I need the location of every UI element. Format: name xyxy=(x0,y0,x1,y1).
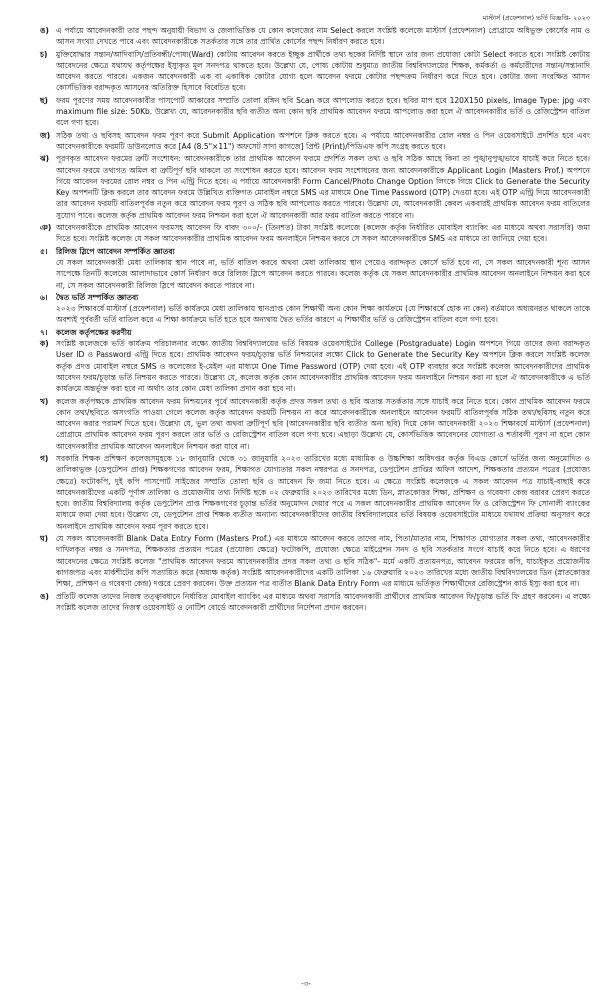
items-section-7 xyxy=(40,338,590,613)
item-marker: ক) xyxy=(40,339,49,349)
section-4-item xyxy=(40,130,590,153)
section-4-item xyxy=(40,25,590,48)
section-6-heading xyxy=(40,292,590,303)
section-7-item xyxy=(40,396,590,452)
section-5-heading xyxy=(40,246,590,257)
section-7-title: কলেজ কর্তৃপক্ষের করণীয় xyxy=(56,327,132,337)
section-7-item xyxy=(40,591,590,614)
section-4-item xyxy=(40,95,590,129)
section-6-body xyxy=(40,303,590,326)
item-text: সঠিক তথ্য ও ছবিসহ আবেদন ফরম পূরণ করে Submit Application অপশনে ক্লিক করতে হবে। এ পর্যায়ে আবেদনকারীর রোল নম্বর ও পিন ওয়েবসাইটে প্রদর্শিত হবে এবং আবেদনকারীকে ফরমটি ডাউনলোড করে [A4 (8.5"×11") অফসেট সাদা কাগজে] প্রিন্ট (Print)/পিডিএফ কপি সংগ্রহ করতে হবে। xyxy=(56,130,590,151)
section-5-text: যে সকল আবেদনকারী মেধা তালিকায় স্থান পাবে না, ভর্তি বাতিল করবে অথবা মেধা তালিকায় স্থান পেয়েও বরাদ্দকৃত কোর্সে ভর্তি হবে না, সে সকল আবেদনকারী শূন্য আসন সাপেক্ষে তিনটি কলেজে আলাদাভাবে কোর্স নির্ধারণ করে রিলিজ স্লিপে আবেদন করতে পারবে। কলেজ কর্তৃক যে সকল আবেদনকারীর প্রাথমিক আবেদন অনলাইনে নিশ্চয়ন করা হবে না, সে সকল আবেদনকারী রিলিজ স্লিপে আবেদন করতে পারবে না। xyxy=(56,257,590,290)
section-6-text: ২০২৩ শিক্ষাবর্ষে মাস্টার্স (প্রফেশনাল) ভর্তি কার্যক্রমে মেধা তালিকায় স্থানপ্রাপ্ত কোন শিক্ষার্থী অন্য কোন শিক্ষা কার্যক্রমে (যে শিক্ষাবর্ষে হোক না কেন) বর্তমানে অধ্যয়নরত থাকলে তাকে অবশ্যই পূর্ববর্তী ভর্তি বাতিল করে এ শিক্ষা কার্যক্রমে ভর্তি হতে হবে অন্যথায় দ্বৈত ভর্তির কারণে এ শিক্ষার্থীর ভর্তি ও রেজিস্ট্রেশন বাতিল বলে গণ্য হবে। xyxy=(56,304,590,325)
section-5-marker: ৫। xyxy=(40,246,48,256)
item-marker: ছ) xyxy=(40,95,48,105)
items-section-4 xyxy=(40,25,590,245)
item-marker: চ) xyxy=(40,49,48,59)
item-marker: ঙ) xyxy=(40,26,49,35)
item-text: এ পর্যায়ে আবেদনকারী তার পছন্দ অনুযায়ী বিভাগ ও জেলাভিত্তিক যে কোন কলেজের নাম Select করলে সংশ্লিষ্ট কলেজে মাস্টার্স (প্রফেশনাল) প্রোগ্রামে অধিভুক্ত কোর্সের নাম ও আসন সংখ্যা দেখতে পাবে এবং আবেদনকারীকে সতর্কতার সঙ্গে তার প্রার্থিত কোর্সের পছন্দ নির্ধারণ করতে হবে। xyxy=(56,26,590,47)
section-4-item xyxy=(40,49,590,94)
page-number: -৩- xyxy=(301,980,311,988)
item-marker: গ) xyxy=(40,453,49,463)
section-5-body xyxy=(40,257,590,291)
section-7-heading xyxy=(40,327,590,338)
item-marker: ঙ) xyxy=(40,591,49,601)
item-marker: ঝ) xyxy=(40,154,50,164)
section-7-item xyxy=(40,338,590,394)
item-marker: জ) xyxy=(40,130,51,140)
section-7-item xyxy=(40,533,590,589)
item-text: মুক্তিযোদ্ধার সন্তান/আদিবাসি/প্রতিবন্ধী/পোষ্য(Ward) কোটায় আবেদন করতে ইচ্ছুক প্রার্থীকে তথ্য ছকের নির্দিষ্ট স্থানে তার জন্য প্রযোজ্য কোটা Select করতে হবে। সংশ্লিষ্ট কোটায় আবেদনের ক্ষেত্রে যথাযথ কর্তৃপক্ষের ইস্যুকৃত মূল সনদপত্র থাকতে হবে। উল্লেখ্য যে, পোষ্য কোটায় শুধুমাত্র জাতীয় বিশ্ববিদ্যালয়ের শিক্ষক, কর্মকর্তা ও কর্মচারীদের সন্তান/সন্তানাদি আবেদন করতে পারবে। একজন আবেদনকারী এক বা একাধিক কোটার যোগ্য হলে আবেদন ফরমে কোটার পছন্দক্রম নির্ধারণ করে দিতে হবে। কোটার জন্য সংরক্ষিত আসন কোর্সভিত্তিক বরাদ্দকৃত আসনের অতিরিক্ত হিসাবে বিবেচিত হবে। xyxy=(56,49,590,93)
item-marker: ঘ) xyxy=(40,534,49,544)
section-5-title: রিলিজ স্লিপে আবেদন সম্পর্কিত জ্ঞাতব্য xyxy=(56,246,175,256)
item-text: পূরণকৃত আবেদন ফরমের ত্রুটি সংশোধন: আবেদনকারীকে তার প্রাথমিক আবেদন ফরমে প্রদর্শিত সকল তথ্য ও ছবি সঠিক আছে কিনা তা পুঙ্খানুপুঙ্খভাবে যাচাই করে নিতে হবে। আবেদন ফরমে তথ্যগত অমিল বা ত্রুটিপূর্ণ ছবি থাকলে তা সংশোধন করতে হবে। আবেদন ফরম সংশোধনের জন্য আবেদনকারীকে Applicant Login (Masters Prof.) অপশনে গিয়ে আবেদন ফরমের রোল নম্বর ও পিন এন্ট্রি দিতে হবে। এ পর্যায়ে আবেদনকারী Form Cancel/Photo Change Option লিংকে গিয়ে Click to Generate the Security Key অপশনটি ক্লিক করলে তার আবেদন ফরমে উল্লিখিত ব্যক্তিগত মোবাইল নম্বরে SMS এর মাধ্যমে One Time Password (OTP) দেওয়া হবে। এই OTP এন্ট্রি দিয়ে আবেদনকারী তার আবেদন ফরমটি বাতিলপূর্বক নতুন করে আবেদন ফরম পূরণ ও সঠিক ছবি আপলোড করতে পারবে। উল্লেখ্য যে, আবেদনকারী কেবল একবারই প্রাথমিক আবেদন ফরম বাতিলের সুযোগ পাবে। কলেজ কর্তৃক প্রাথমিক আবেদন ফরম নিশ্চয়ন করা হলে ঐ আবেদনকারী আর ফরম বাতিল করতে পারবে না। xyxy=(56,154,590,220)
section-4-item xyxy=(40,153,590,221)
item-marker: ঞ) xyxy=(40,223,52,233)
item-marker: খ) xyxy=(40,396,49,406)
section-7-item xyxy=(40,453,590,532)
item-text: প্রতিটি কলেজ তাদের নিজস্ব তত্ত্বাবধানে নির্ধারিত মোবাইল ব্যাংকিং এর মাধ্যমে অথবা সরাসরি আবেদনকারী প্রার্থীদের প্রাথমিক আবেদন ফি/চূড়ান্ত ভর্তি ফি গ্রহণ করবেন। এ লক্ষ্যে সংশ্লিষ্ট কলেজ তাদের নিজস্ব ওয়েবসাইট ও নোটিশ বোর্ডে আবেদনকারী প্রার্থীদের নির্দেশনা প্রদান করবেন। xyxy=(56,591,590,612)
section-6-title: দ্বৈত ভর্তি সম্পর্কিত জ্ঞাতব্য xyxy=(56,292,139,302)
item-text: আবেদনকারীকে প্রাথমিক আবেদন ফরমসহ আবেদন ফি বাবদ ৩০০/- (তিনশত) টাকা সংশ্লিষ্ট কলেজে (কলেজ কর্তৃক নির্ধারিত মোবাইল ব্যাংকিং এর মাধ্যমে অথবা সরাসরি) জমা দিতে হবে। সংশ্লিষ্ট কলেজ যে সকল আবেদনকারীর প্রাথমিক আবেদন ফরম অনলাইনে নিশ্চয়ন করবে সে সকল আবেদনকারীকে SMS এর মাধ্যমে তা জানিয়ে দেয়া হবে। xyxy=(56,223,590,244)
running-header: মাস্টার্স (প্রফেশনাল) ভর্তি বিজ্ঞপ্তি- ২০২৩ xyxy=(482,14,590,22)
section-4-item xyxy=(40,222,590,245)
section-7-marker: ৭। xyxy=(40,327,48,337)
item-text: সংশ্লিষ্ট কলেজকে ভর্তি কার্যক্রম পরিচালনার লক্ষ্যে জাতীয় বিশ্ববিদ্যালয়ের ভর্তি বিষয়ক ওয়েবসাইটের College (Postgraduate) Login অপশনে গিয়ে তাদের জন্য বরাদ্দকৃত User ID ও Password এন্ট্রি দিতে হবে। প্রাথমিক আবেদন ফরম/চূড়ান্ত ভর্তি নিশ্চয়নের লক্ষ্যে Click to Generate the Security Key অপশনে ক্লিক করলে সংশ্লিষ্ট কলেজ কর্তৃক প্রদত্ত মোবাইল নম্বরে SMS ও কলেজের ই-মেইল এর মাধ্যমে One Time Password (OTP) দেয়া হবে। এই OTP ব্যবহার করে সংশ্লিষ্ট কলেজ আবেদনকারীদের প্রাথমিক আবেদন ফরম/চূড়ান্ত ভর্তি নিশ্চয়ন করতে পারবে। উল্লেখ্য যে, কলেজ কর্তৃক কোন আবেদনকারীর প্রাথমিক আবেদন ফরম অনলাইনে নিশ্চয়ন করা না হলে ঐ আবেদনকারীকে এ ভর্তি কার্যক্রমে অন্তর্ভুক্ত করা হবে না অর্থাৎ তার কোন মেধা তালিকা প্রদান করা হবে না। xyxy=(56,339,590,394)
item-text: সরকারি শিক্ষক প্রশিক্ষণ কলেজসমূহকে ১৮ জানুয়ারি থেকে ৩১ জানুয়ারি ২০২৩ তারিখের মধ্যে মাধ্যমিক ও উচ্চশিক্ষা অধিদপ্তর কর্তৃক বিএড কোর্সে ভর্তির জন্য অনুমোদিত ও তালিকাভুক্ত (ডেপুটেশন প্রাপ্ত) শিক্ষকগণের আবেদন ফরম, শিক্ষাগত যোগ্যতার সকল নম্বরপত্র ও সনদপত্র, ডেপুটেশন প্রাপ্তির অফিস আদেশ, শিক্ষকতার প্রত্যয়ন পত্রের (প্রযোজ্য ক্ষেত্রে) ফটোকপি, দুই কপি পাসপোর্ট সাইজের সম্প্রতি তোলা ছবি ও আবেদন ফি জমা নিতে হবে। এ ক্ষেত্রে সংশ্লিষ্ট কলেজকে এ সকল আবেদন পত্র যাচাই-বাছাই করে আবেদনকারীদের একটি পূর্ণাঙ্গ তালিকা ও প্রয়োজনীয় তথ্য নির্দিষ্ট ছকে ০২ ফেব্রুয়ারি ২০২৩ তারিখের মধ্যে ডিন, স্নাতকোত্তর শিক্ষা, প্রশিক্ষণ ও গবেষণা কেন্দ্র বরাবর প্রেরণ করতে হবে। জাতীয় বিশ্ববিদ্যালয় কর্তৃক ডেপুটেশন প্রাপ্ত শিক্ষকগণের চূড়ান্ত ভর্তির অনুমোদন দেয়ার পরে এ সকল আবেদনকারীর প্রাথমিক আবেদন ফি ও রেজিস্ট্রেশন ফি সোনালী ব্যাংকের মাধ্যমে জমা দেয়া হবে। উল্লেখ্য যে, ডেপুটেশন প্রাপ্ত শিক্ষক ব্যতীত অন্যান্য আবেদনকারীদের জাতীয় বিশ্ববিদ্যালয়ের ভর্তি বিষয়ক ওয়েবসাইটের মাধ্যমে যথাযথ প্রক্রিয়া অনুসরণ করে অনলাইনে প্রাথমিক আবেদন ফরম পূরণ করতে হবে। xyxy=(56,453,590,531)
item-text: ফরম পূরণের সময় আবেদনকারীর পাসপোর্ট আকারের সম্প্রতি তোলা রঙ্গিন ছবি Scan করে আপলোড করতে হবে। ছবির মাপ হবে 120X150 pixels, Image Type: jpg এবং maximum file size: 50Kb. উল্লেখ্য যে, আবেদনকারীর ছবি ব্যতীত অন্য কোন ছবি প্রাথমিক আবেদন ফরমে আপলোড করা হলে ঐ আবেদনকারীর ভর্তি ও রেজিস্ট্রেশন বাতিল বলে গণ্য হবে। xyxy=(56,95,590,128)
item-text: যে সকল আবেদনকারী Blank Data Entry Form (Masters Prof.) এর মাধ্যমে আবেদন করবে তাদের নাম, পিতা/মাতার নাম, শিক্ষাগত যোগ্যতার সকল তথ্য, আবেদনকারীর দাখিলকৃত নম্বর ও সনদপত্র, শিক্ষকতার প্রত্যয়ন পত্রের (প্রযোজ্য ক্ষেত্রে) ফটোকপি, প্রযোজ্য ক্ষেত্রে মাইগ্রেশন সনদ ও ছবি সতর্কতার সংগে যাচাই করে নিতে হবে। এ ধরণের আবেদনের ক্ষেত্রে সংশ্লিষ্ট কলেজ "প্রাথমিক আবেদন ফরমে আবেদনকারীর প্রদত্ত সকল তথ্য ও ছবি সঠিক"- মর্মে একটি প্রত্যয়নপত্র, আবেদন ফরমের কপি, যাচাইকৃত প্রয়োজনীয় কাগজপত্র এবং মার্কশীটের কপি সত্যায়িত করে (অধ্যক্ষ কর্তৃক) সংশ্লিষ্ট আবেদনকারীদের একটি তালিকা ১৬ ফেব্রুয়ারি ২০২৩ তারিখের মধ্যে জাতীয় বিশ্ববিদ্যালয়ের ডিন (স্নাতকোত্তর শিক্ষা, প্রশিক্ষণ ও গবেষণা কেন্দ্র) দপ্তরে প্রেরণ করবেন। উক্ত প্রত্যয়ন পত্র ব্যতীত Blank Data Entry Form এর মাধ্যমে ভর্তিকৃত শিক্ষার্থীদের রেজিস্ট্রেশন কার্ড ইস্যু করা হবে না। xyxy=(56,534,590,589)
item-text: কলেজ কর্তৃপক্ষকে প্রাথমিক আবেদন ফরম নিশ্চয়নের পূর্বে আবেদনকারী কর্তৃক প্রদত্ত সকল তথ্য ও ছবি অত্যন্ত সতর্কতার সঙ্গে যাচাই করে নিতে হবে। কোন প্রাথমিক আবেদন ফরমে কোন তথ্য/ছবিতে অসংগতি পাওয়া গেলে কলেজ কর্তৃক আবেদন ফরমটি নিশ্চয়ন না করে আবেদনকারীকে অনলাইনে আবেদন ফরমটি বাতিলপূর্বক সঠিক তথ্য/ছবিসহ নতুন করে আবেদন করার পরামর্শ দিতে হবে। উল্লেখ্য যে, ভুল তথ্য অথবা ত্রুটিপূর্ণ ছবি (আবেদনকারীর ছবি ব্যতীত অন্য ছবি) দিয়ে কোন আবেদনকারী ২০২৩ শিক্ষাবর্ষে মাস্টার্স (প্রফেশনাল) প্রোগ্রামে প্রাথমিক আবেদন ফরম পূরণ করলে তার ভর্তি ও রেজিস্ট্রেশন বাতিল বলে গণ্য হবে। এছাড়া উল্লেখ্য যে, কোর্সভিত্তিক আবেদনের যোগ্যতা ও শর্তাবলী পূরণ না হলে কোন আবেদনকারীর প্রাথমিক আবেদন অনলাইনে নিশ্চয়ন করা যাবে না। xyxy=(56,396,590,451)
section-6-marker: ৬। xyxy=(40,292,48,302)
